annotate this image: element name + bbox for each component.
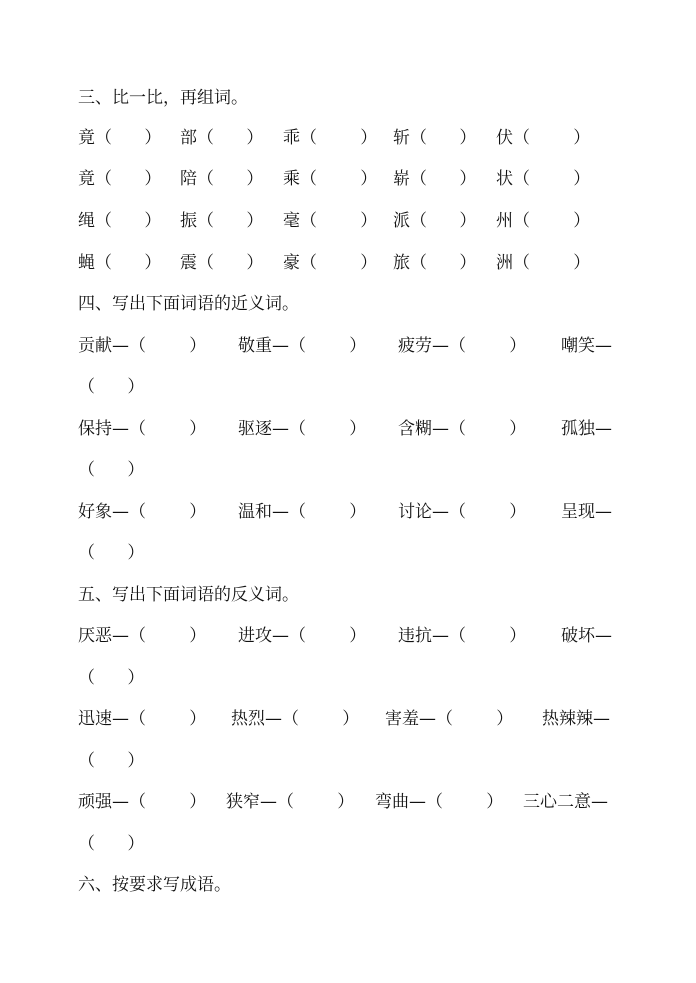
- continuation-line: [0, 458, 696, 482]
- compare-item: 绳（ ）: [78, 211, 162, 231]
- continuation-line: [0, 749, 696, 773]
- synonym-item: 讨论—（ ）: [398, 502, 527, 522]
- antonym-row: [0, 707, 696, 731]
- answer-blank: （ ）: [78, 543, 145, 563]
- section-heading: 六、按要求写成语。: [78, 875, 231, 895]
- synonym-item: 温和—（ ）: [238, 502, 367, 522]
- antonym-item: 热辣辣—: [542, 709, 610, 729]
- answer-blank: （ ）: [78, 377, 145, 397]
- section-4-heading-line: [0, 292, 696, 316]
- section-heading: 四、写出下面词语的近义词。: [78, 294, 299, 314]
- compare-item: 陪（ ）: [180, 169, 264, 189]
- compare-item: 振（ ）: [180, 211, 264, 231]
- compare-item: 州（ ）: [496, 211, 591, 231]
- antonym-item: 三心二意—: [523, 792, 608, 812]
- compare-item: 蝇（ ）: [78, 253, 162, 273]
- antonym-item: 弯曲—（ ）: [375, 792, 504, 812]
- continuation-line: [0, 541, 696, 565]
- compare-item: 毫（ ）: [283, 211, 378, 231]
- compare-item: 乖（ ）: [283, 128, 378, 148]
- answer-blank: （ ）: [78, 668, 145, 688]
- compare-item: 伏（ ）: [496, 128, 591, 148]
- continuation-line: [0, 832, 696, 856]
- continuation-line: [0, 666, 696, 690]
- antonym-row: [0, 790, 696, 814]
- compare-item: 旅（ ）: [393, 253, 477, 273]
- compare-item: 豪（ ）: [283, 253, 378, 273]
- antonym-item: 害羞—（ ）: [385, 709, 514, 729]
- antonym-item: 进攻—（ ）: [238, 626, 367, 646]
- synonym-item: 驱逐—（ ）: [238, 419, 367, 439]
- compare-item: 斩（ ）: [393, 128, 477, 148]
- answer-blank: （ ）: [78, 834, 145, 854]
- synonym-item: 敬重—（ ）: [238, 336, 367, 356]
- compare-row: [0, 251, 696, 275]
- synonym-item: 保持—（ ）: [78, 419, 207, 439]
- antonym-item: 迅速—（ ）: [78, 709, 207, 729]
- synonym-row: [0, 417, 696, 441]
- compare-item: 竟（ ）: [78, 128, 162, 148]
- antonym-item: 破坏—: [561, 626, 612, 646]
- synonym-item: 含糊—（ ）: [398, 419, 527, 439]
- compare-item: 状（ ）: [496, 169, 591, 189]
- synonym-item: 贡献—（ ）: [78, 336, 207, 356]
- synonym-item: 孤独—: [561, 419, 612, 439]
- compare-item: 洲（ ）: [496, 253, 591, 273]
- compare-item: 震（ ）: [180, 253, 264, 273]
- synonym-item: 呈现—: [561, 502, 612, 522]
- antonym-item: 违抗—（ ）: [398, 626, 527, 646]
- synonym-item: 嘲笑—: [561, 336, 612, 356]
- antonym-item: 狭窄—（ ）: [226, 792, 355, 812]
- compare-item: 部（ ）: [180, 128, 264, 148]
- compare-item: 崭（ ）: [393, 169, 477, 189]
- antonym-row: [0, 624, 696, 648]
- compare-row: [0, 126, 696, 150]
- section-heading: 五、写出下面词语的反义词。: [78, 585, 299, 605]
- synonym-row: [0, 500, 696, 524]
- compare-row: [0, 167, 696, 191]
- answer-blank: （ ）: [78, 460, 145, 480]
- compare-item: 竟（ ）: [78, 169, 162, 189]
- synonym-item: 好象—（ ）: [78, 502, 207, 522]
- compare-item: 乘（ ）: [283, 169, 378, 189]
- antonym-item: 顽强—（ ）: [78, 792, 207, 812]
- compare-item: 派（ ）: [393, 211, 477, 231]
- synonym-item: 疲劳—（ ）: [398, 336, 527, 356]
- antonym-item: 厌恶—（ ）: [78, 626, 207, 646]
- section-5-heading-line: [0, 583, 696, 607]
- antonym-item: 热烈—（ ）: [231, 709, 360, 729]
- synonym-row: [0, 334, 696, 358]
- continuation-line: [0, 375, 696, 399]
- section-3-heading-line: [0, 86, 696, 110]
- answer-blank: （ ）: [78, 751, 145, 771]
- section-heading: 三、比一比，再组词。: [78, 88, 248, 108]
- section-6-heading-line: [0, 873, 696, 897]
- compare-row: [0, 209, 696, 233]
